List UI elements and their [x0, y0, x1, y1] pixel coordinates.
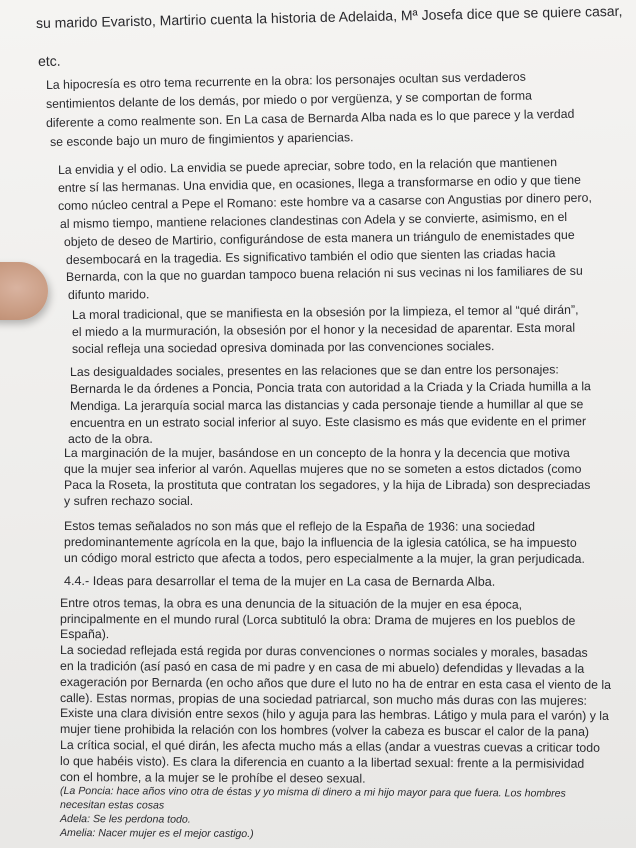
text-line: diferente a como realmente son. En La casa de Bernarda Alba nada es lo que parece y la verdad — [45, 106, 575, 130]
text-line: sentimientos delante de los demás, por miedo o por vergüenza, y se comportan de forma — [45, 88, 533, 111]
text-line: (La Poncia: hace años vino otra de éstas y yo misma di dinero a mi hijo mayor para que fuera. Los hombres — [59, 785, 566, 800]
text-line: Mendiga. La jerarquía social marca las distancias y cada personaje tiende a humillar al que se — [69, 397, 584, 413]
text-line: social refleja una sociedad opresiva dominada por las convenciones sociales. — [71, 339, 495, 356]
text-line: Existe una clara división entre sexos (hilo y aguja para las hembras. Látigo y mula para el varón) y la — [59, 706, 609, 723]
text-line: principalmente en el mundo rural (Lorca subtituló la obra: Drama de mujeres en los pueblos de — [59, 612, 576, 628]
text-line: lo que habéis visto). Es clara la diferencia en cuanto a la libertad sexual: frente a la permisividad — [59, 754, 585, 771]
text-line: al mismo tiempo, mantiene relaciones clandestinas con Adela y se convierte, asimismo, en el — [59, 209, 568, 231]
text-line: y sufren rechazo social. — [64, 494, 194, 508]
text-line: La moral tradicional, que se manifiesta en la obsesión por la limpieza, el temor al “qué dirán”, — [71, 302, 579, 322]
text-line: 4.4.- Ideas para desarrollar el tema de la mujer en La casa de Bernarda Alba. — [63, 574, 496, 589]
text-line: objeto de deseo de Martirio, configurándose de esta manera un triángulo de enemistades que — [63, 227, 575, 249]
text-line: entre sí las hermanas. Una envidia que, en ocasiones, llega a transformarse en odio y que tiene — [57, 172, 581, 195]
text-line: Las desigualdades sociales, presentes en las relaciones que se dan entre los personajes: — [69, 362, 559, 379]
text-line: etc. — [37, 52, 61, 69]
text-line: su marido Evaristo, Martirio cuenta la historia de Adelaida, Mª Josefa dice que se quiere casar, — [35, 2, 623, 31]
text-line: Bernarda, con la que no guardan tampoco buena relación ni sus vecinas ni los familiares de su — [65, 263, 583, 284]
text-line: Estos temas señalados no son más que el reflejo de la España de 1936: una sociedad — [63, 519, 536, 534]
text-line: Amelia: Nacer mujer es el mejor castigo.) — [59, 827, 254, 841]
text-line: que la mujer sea inferior al varón. Aquellas mujeres que no se someten a estos dictados (como — [64, 462, 582, 476]
text-line: acto de la obra. — [67, 431, 153, 446]
text-line: Entre otros temas, la obra es una denuncia de la situación de la mujer en esa época, — [59, 596, 523, 612]
text-line: exageración por Bernarda (en ocho años que dure el luto no ha de entrar en esta casa el viento de la — [59, 675, 612, 692]
text-line: La sociedad reflejada está regida por duras convenciones o normas sociales y morales, basadas — [59, 643, 588, 660]
text-line: encuentra en un estrato social inferior al suyo. Este clasismo es más que evidente en el primer — [69, 414, 587, 430]
text-line: La envidia y el odio. La envidia se puede apreciar, sobre todo, en la relación que mantienen — [57, 155, 558, 177]
text-line: necesitan estas cosas — [59, 799, 165, 812]
text-line: Paca la Roseta, la prostituta que contratan los segadores, y la hija de Librada) son despreciadas — [64, 478, 591, 492]
text-line: calle). Estas normas, propias de una sociedad patriarcal, son mucho más duras con las mujeres: — [59, 691, 588, 708]
text-line: Adela: Se les perdona todo. — [59, 813, 191, 826]
text-line: España). — [59, 627, 110, 642]
text-line: en la tradición (así pasó en casa de mi padre y en casa de mi abuelo) defendidas y llevadas a la — [59, 659, 585, 676]
text-line: difunto marido. — [67, 287, 150, 302]
text-line: La crítica social, el qué dirán, les afecta mucho más a ellas (andar a vuestras cuevas a criticar todo — [59, 738, 600, 755]
text-line: desembocará en la tragedia. Es significativo también el odio que sienten las criadas hacia — [65, 246, 556, 267]
text-line: el miedo a la murmuración, la obsesión por el honor y la necesidad de aparentar. Esta moral — [71, 320, 576, 339]
text-line: se esconde bajo un muro de fingimientos y apariencias. — [49, 130, 354, 149]
text-line: Bernarda le da órdenes a Poncia, Poncia trata con autoridad a la Criada y la Criada humilla a la — [69, 379, 591, 396]
text-line: La marginación de la mujer, basándose en un concepto de la honra y la decencia que motiva — [64, 446, 570, 460]
text-line: un código moral estricto que afecta a todos, pero especialmente a la mujer, la gran perjudicada. — [63, 551, 585, 566]
text-line: como núcleo central a Pepe el Romano: este hombre va a casarse con Angustias por dinero pero, — [57, 190, 592, 213]
text-line: La hipocresía es otro tema recurrente en la obra: los personajes ocultan sus verdaderos — [45, 69, 526, 92]
text-line: mujer tiene prohibida la relación con los hombres (volver la cabeza es buscar el calor de la pana) — [59, 722, 590, 739]
text-line: predominantemente agrícola en la que, bajo la influencia de la iglesia católica, se ha impuesto — [63, 535, 577, 550]
text-line: con el hombre, a la mujer se le prohíbe el deseo sexual. — [59, 770, 366, 786]
